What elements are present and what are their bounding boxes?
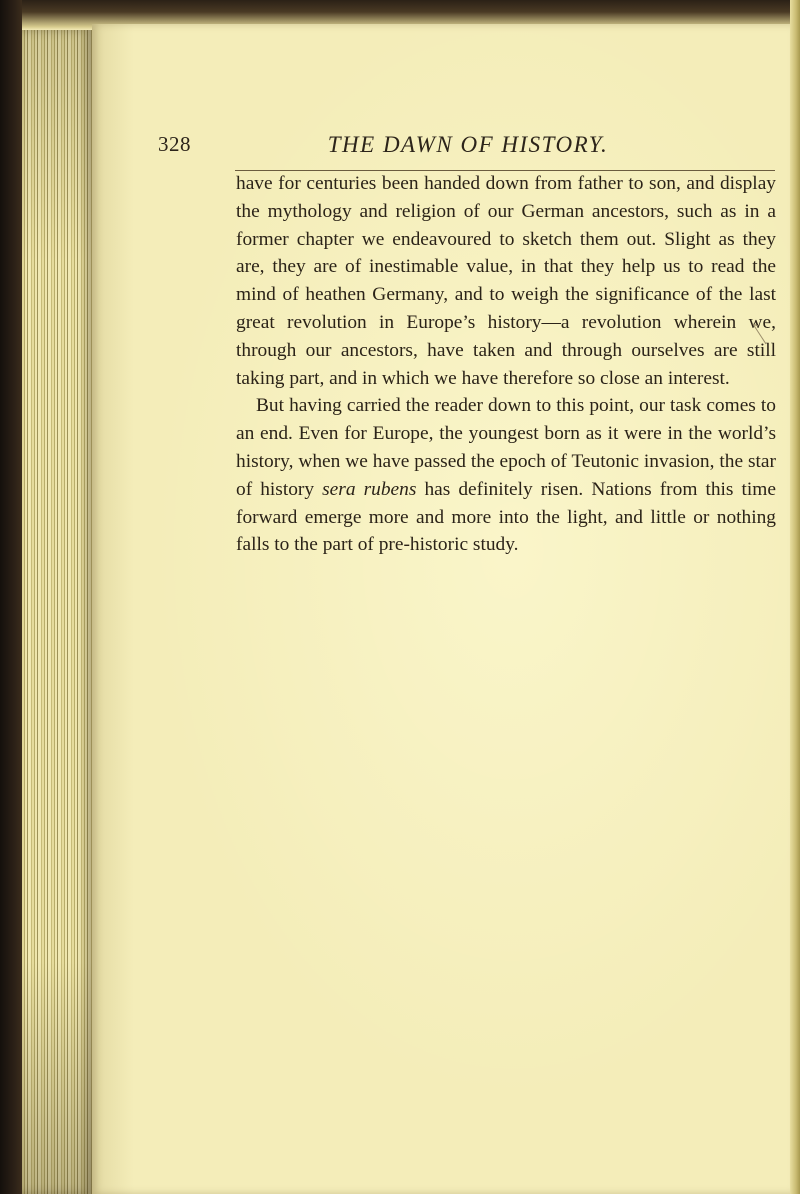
running-title: THE DAWN OF HISTORY. <box>327 132 609 157</box>
italic-phrase: sera rubens <box>322 478 417 500</box>
page-header <box>158 132 778 168</box>
paragraph-1: have for centuries been handed down from father to son, and display the mythology and religion of our German ancestors, such as in a former chapter we endeavoured to sketch them out. Slight as they are, they are of inestimable value, in that they help us to read the mind of heathen Germany, and to weigh the significance of the last great revolution in Europe’s history—a revolution wherein we, through our ancestors, have taken and through ourselves are still taking part, and in which we have therefore so close an interest. <box>236 173 776 389</box>
page-number: 328 <box>158 132 191 156</box>
page-stack-edge <box>22 30 92 1194</box>
paragraph-2 <box>236 392 776 559</box>
body-text <box>236 170 776 559</box>
paragraph-2-text-before: But having carried the reader down to this point, our task comes to an end. Even for Europe, the youngest born as it were in the world’s history, when we have passed the epoch of Teutonic invasion, the star of history <box>236 395 776 500</box>
paragraph-2-text-after: has definitely risen. Nations from this time forward emerge more and more into the light, and little or nothing falls to the part of pre-historic study. <box>236 478 776 556</box>
pencil-mark <box>752 322 768 346</box>
book-cover-edge <box>0 0 22 1194</box>
right-page-edge <box>790 0 800 1194</box>
